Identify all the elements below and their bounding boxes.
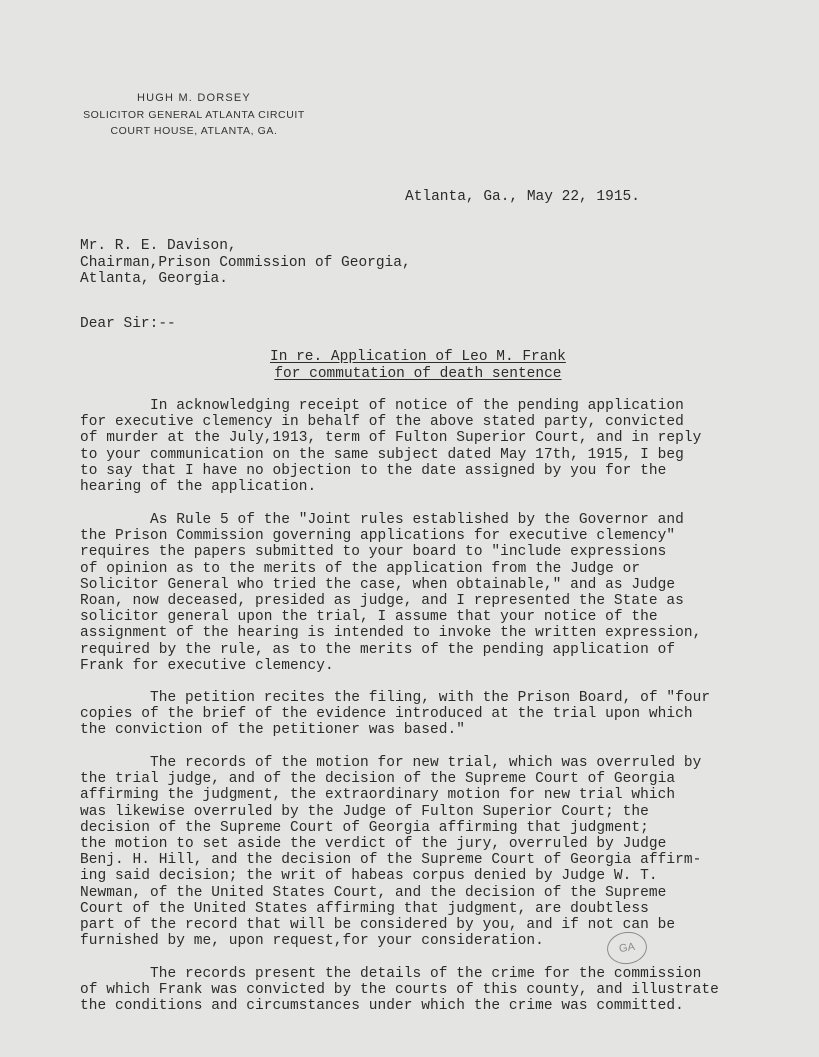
paragraph-line: of opinion as to the merits of the application from the Judge or: [80, 560, 641, 577]
addressee-line: Atlanta, Georgia.: [80, 271, 228, 287]
paragraph-line: ing said decision; the writ of habeas corpus denied by Judge W. T.: [80, 868, 658, 885]
paragraph-3: [80, 690, 710, 739]
paragraph-line: was likewise overruled by the Judge of Fulton Superior Court; the: [80, 803, 649, 820]
paragraph-4: [80, 755, 701, 949]
paragraph-line: for executive clemency in behalf of the above stated party, convicted: [80, 414, 684, 431]
letterhead: [60, 90, 328, 140]
paragraph-line: required by the rule, as to the merits of the pending application of: [80, 641, 676, 658]
paragraph-line: The records of the motion for new trial, which was overruled by: [80, 755, 702, 771]
date-line: Atlanta, Ga., May 22, 1915.: [405, 189, 640, 205]
paragraph-line: affirming the judgment, the extraordinary motion for new trial which: [80, 787, 676, 804]
paragraph-line: to say that I have no objection to the date assigned by you for the: [80, 462, 667, 479]
archive-stamp: GA: [605, 929, 649, 966]
salutation: Dear Sir:--: [80, 316, 176, 332]
paragraph-line: of which Frank was convicted by the courts of this county, and illustrate: [80, 982, 719, 999]
paragraph-line: The petition recites the filing, with the Prison Board, of "four: [80, 690, 711, 706]
paragraph-line: the motion to set aside the verdict of the jury, overruled by Judge: [80, 836, 667, 853]
paragraph-line: Benj. H. Hill, and the decision of the Supreme Court of Georgia affirm-: [80, 852, 702, 869]
paragraph-line: assignment of the hearing is intended to invoke the written expression,: [80, 625, 702, 642]
paragraph-line: As Rule 5 of the "Joint rules established by the Governor and: [80, 512, 684, 528]
paragraph-line: the Prison Commission governing applications for executive clemency": [80, 528, 676, 545]
addressee-line: Chairman,Prison Commission of Georgia,: [80, 254, 411, 271]
paragraph-1: [80, 398, 701, 495]
paragraph-line: furnished by me, upon request,for your consideration.: [80, 933, 544, 950]
paragraph-line: part of the record that will be considered by you, and if not can be: [80, 917, 676, 934]
paragraph-line: the conviction of the petitioner was based.": [80, 722, 466, 739]
subject-line: In re. Application of Leo M. Frank: [270, 349, 566, 365]
paragraph-line: Frank for executive clemency.: [80, 657, 334, 674]
letterhead-title: SOLICITOR GENERAL ATLANTA CIRCUIT: [83, 108, 305, 121]
paragraph-line: Roan, now deceased, presided as judge, and I represented the State as: [80, 593, 684, 610]
addressee-line: Mr. R. E. Davison,: [80, 238, 237, 254]
paragraph-line: decision of the Supreme Court of Georgia affirming that judgment;: [80, 819, 649, 836]
paragraph-line: copies of the brief of the evidence introduced at the trial upon which: [80, 706, 693, 723]
paragraph-2: [80, 512, 701, 674]
paragraph-line: the trial judge, and of the decision of the Supreme Court of Georgia: [80, 771, 676, 788]
letterhead-address: COURT HOUSE, ATLANTA, GA.: [110, 125, 278, 137]
subject-line: for commutation of death sentence: [274, 366, 562, 382]
paragraph-line: Newman, of the United States Court, and the decision of the Supreme: [80, 884, 667, 901]
paragraph-line: solicitor general upon the trial, I assume that your notice of the: [80, 609, 658, 626]
paragraph-line: Solicitor General who tried the case, when obtainable," and as Judge: [80, 576, 676, 593]
paragraph-line: hearing of the application.: [80, 479, 317, 496]
paragraph-line: Court of the United States affirming that judgment, are doubtless: [80, 900, 649, 917]
letterhead-name: HUGH M. DORSEY: [137, 92, 251, 104]
paragraph-line: requires the papers submitted to your board to "include expressions: [80, 544, 667, 561]
paragraph-5: [80, 966, 719, 1015]
paragraph-line: of murder at the July,1913, term of Fulton Superior Court, and in reply: [80, 430, 702, 447]
subject-block: [270, 349, 566, 383]
paragraph-line: the conditions and circumstances under which the crime was committed.: [80, 998, 684, 1015]
paragraph-line: to your communication on the same subject dated May 17th, 1915, I beg: [80, 446, 684, 463]
addressee-block: [80, 238, 411, 288]
paragraph-line: In acknowledging receipt of notice of the pending application: [80, 398, 684, 414]
paragraph-line: The records present the details of the crime for the commission: [80, 966, 702, 982]
